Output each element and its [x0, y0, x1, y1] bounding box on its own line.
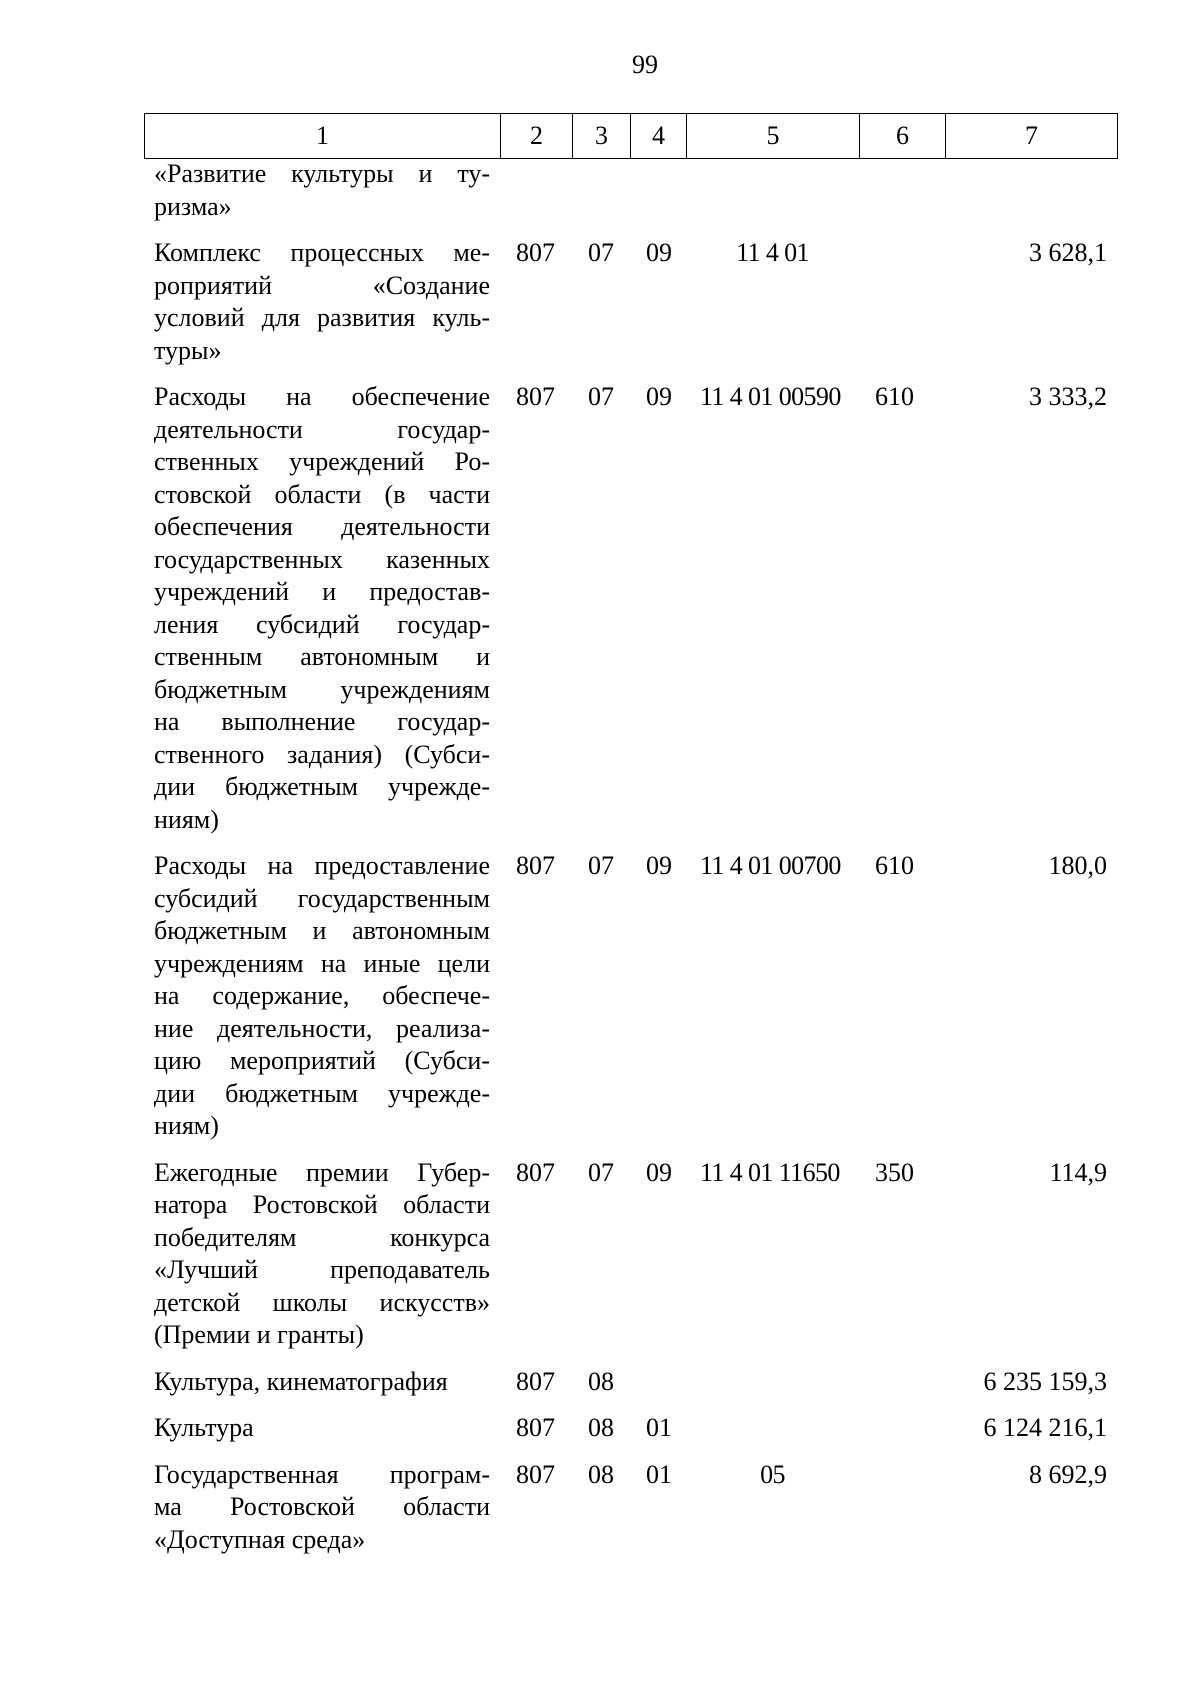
row-target-code: 11 4 01 [736, 238, 809, 267]
row-name-line: победителям конкурса [154, 1222, 490, 1252]
row-target-code [686, 1412, 859, 1459]
row-amount [945, 158, 1117, 237]
row-chapter: 807 [516, 1157, 555, 1187]
row-name-line: ственных учреждений Ро- [154, 447, 490, 476]
row-section: 07 [588, 851, 614, 880]
row-name [144, 1366, 500, 1413]
row-name-line: на содержание, обеспече- [154, 981, 490, 1010]
row-name-line: «Лучший преподаватель [154, 1255, 490, 1284]
row-target-code: 11 4 01 00590 [700, 382, 841, 411]
row-name [144, 850, 500, 1157]
row-name [144, 1459, 500, 1571]
table-row [144, 158, 1117, 237]
row-chapter: 807 [516, 851, 555, 880]
row-amount: 3 628,1 [1029, 238, 1107, 267]
row-subsection: 09 [646, 238, 672, 267]
row-section: 08 [588, 1459, 614, 1489]
row-amount: 6 235 159,3 [983, 1366, 1107, 1396]
row-subsection [630, 1366, 686, 1413]
row-expense-type [859, 1459, 945, 1571]
row-target-code [686, 158, 859, 237]
header-col-3: 3 [573, 114, 631, 159]
row-target-code [686, 1366, 859, 1413]
row-name-line: дии бюджетным учрежде- [154, 772, 490, 801]
row-target-code: 11 4 01 11650 [700, 1157, 840, 1187]
row-name-line: бюджетным и автономным [154, 916, 490, 945]
row-name-line: Ежегодные премии Губер- [154, 1157, 490, 1187]
row-name-line: на выполнение государ- [154, 707, 490, 736]
page-number: 99 [632, 50, 658, 79]
row-name-line: туры» [154, 335, 222, 365]
row-name-line: Культура, кинематография [154, 1366, 448, 1396]
row-name-line: ления субсидий государ- [154, 609, 490, 639]
row-expense-type: 610 [875, 851, 914, 880]
table-row [144, 1459, 1117, 1571]
row-section: 07 [588, 238, 614, 267]
row-name-line: Культура [154, 1413, 254, 1442]
header-col-6: 6 [860, 114, 946, 159]
table-row [144, 1412, 1117, 1459]
row-target-code: 11 4 01 00700 [700, 851, 841, 880]
row-name-line: ственным автономным и [154, 642, 490, 671]
header-col-7: 7 [946, 114, 1118, 159]
row-target-code: 05 [760, 1459, 785, 1489]
header-col-1: 1 [145, 114, 501, 159]
row-amount: 180,0 [1048, 851, 1107, 880]
row-name-line: деятельности государ- [154, 414, 490, 444]
row-section: 07 [588, 382, 614, 411]
table-row [144, 850, 1117, 1157]
row-section: 08 [588, 1413, 614, 1442]
row-name-line: Комплекс процессных ме- [154, 238, 490, 267]
row-subsection: 09 [646, 1157, 672, 1187]
row-subsection: 01 [646, 1459, 672, 1489]
row-name-line: цию мероприятий (Субси- [154, 1046, 490, 1075]
row-name-line: Государственная програм- [154, 1459, 490, 1489]
row-expense-type [859, 237, 945, 381]
row-name-line: натора Ростовской области [154, 1190, 490, 1219]
header-col-2: 2 [501, 114, 573, 159]
row-name-line: условий для развития куль- [154, 303, 490, 332]
table-row [144, 1366, 1117, 1413]
row-name-line: Расходы на предоставление [154, 851, 490, 880]
row-name-line: ризма» [154, 191, 232, 221]
row-chapter: 807 [516, 238, 555, 267]
row-name-line: ственного задания) (Субси- [154, 739, 490, 769]
row-section: 07 [588, 1157, 614, 1187]
table-header [144, 113, 1118, 159]
row-name [144, 1157, 500, 1366]
row-amount: 3 333,2 [1029, 382, 1107, 411]
row-subsection: 01 [646, 1413, 672, 1442]
row-name [144, 1412, 500, 1459]
row-name-line: (Премии и гранты) [154, 1320, 364, 1349]
row-name-line: учреждений и предостав- [154, 577, 490, 606]
header-col-5: 5 [687, 114, 860, 159]
row-name-line: учреждениям на иные цели [154, 948, 490, 978]
row-subsection: 09 [646, 851, 672, 880]
budget-table [144, 158, 1117, 1570]
row-amount: 8 692,9 [1029, 1459, 1107, 1489]
row-name-line: субсидий государственным [154, 883, 490, 913]
row-name-line: ние деятельности, реализа- [154, 1013, 490, 1043]
row-name-line: Расходы на обеспечение [154, 382, 490, 411]
row-chapter: 807 [516, 1413, 555, 1442]
header-row [145, 114, 1118, 159]
row-name-line: стовской области (в части [154, 479, 490, 509]
row-amount: 114,9 [1049, 1157, 1107, 1187]
row-chapter: 807 [516, 1459, 555, 1489]
row-name-line: обеспечения деятельности [154, 512, 490, 541]
row-name [144, 158, 500, 237]
row-chapter [500, 158, 572, 237]
row-expense-type: 350 [875, 1157, 914, 1187]
row-amount: 6 124 216,1 [983, 1413, 1107, 1442]
row-name-line: ма Ростовской области [154, 1492, 490, 1521]
table-row [144, 237, 1117, 381]
row-name-line: детской школы искусств» [154, 1287, 490, 1317]
row-name-line: бюджетным учреждениям [154, 674, 490, 704]
row-subsection [630, 158, 686, 237]
row-name-line: ниям) [154, 1111, 219, 1140]
row-name [144, 237, 500, 381]
row-name-line: роприятий «Создание [154, 270, 490, 300]
row-section: 08 [588, 1366, 614, 1396]
row-expense-type [859, 1366, 945, 1413]
row-name-line: «Развитие культуры и ту- [154, 159, 490, 188]
row-name-line: дии бюджетным учрежде- [154, 1078, 490, 1108]
row-section [572, 158, 630, 237]
row-chapter: 807 [516, 382, 555, 411]
header-col-4: 4 [631, 114, 687, 159]
row-expense-type [859, 1412, 945, 1459]
table-row [144, 1157, 1117, 1366]
row-subsection: 09 [646, 382, 672, 411]
row-name-line: ниям) [154, 804, 219, 834]
row-chapter: 807 [516, 1366, 555, 1396]
row-name [144, 381, 500, 850]
row-name-line: «Доступная среда» [154, 1524, 366, 1554]
row-name-line: государственных казенных [154, 544, 490, 574]
row-expense-type [859, 158, 945, 237]
row-expense-type: 610 [875, 382, 914, 411]
table-row [144, 381, 1117, 850]
